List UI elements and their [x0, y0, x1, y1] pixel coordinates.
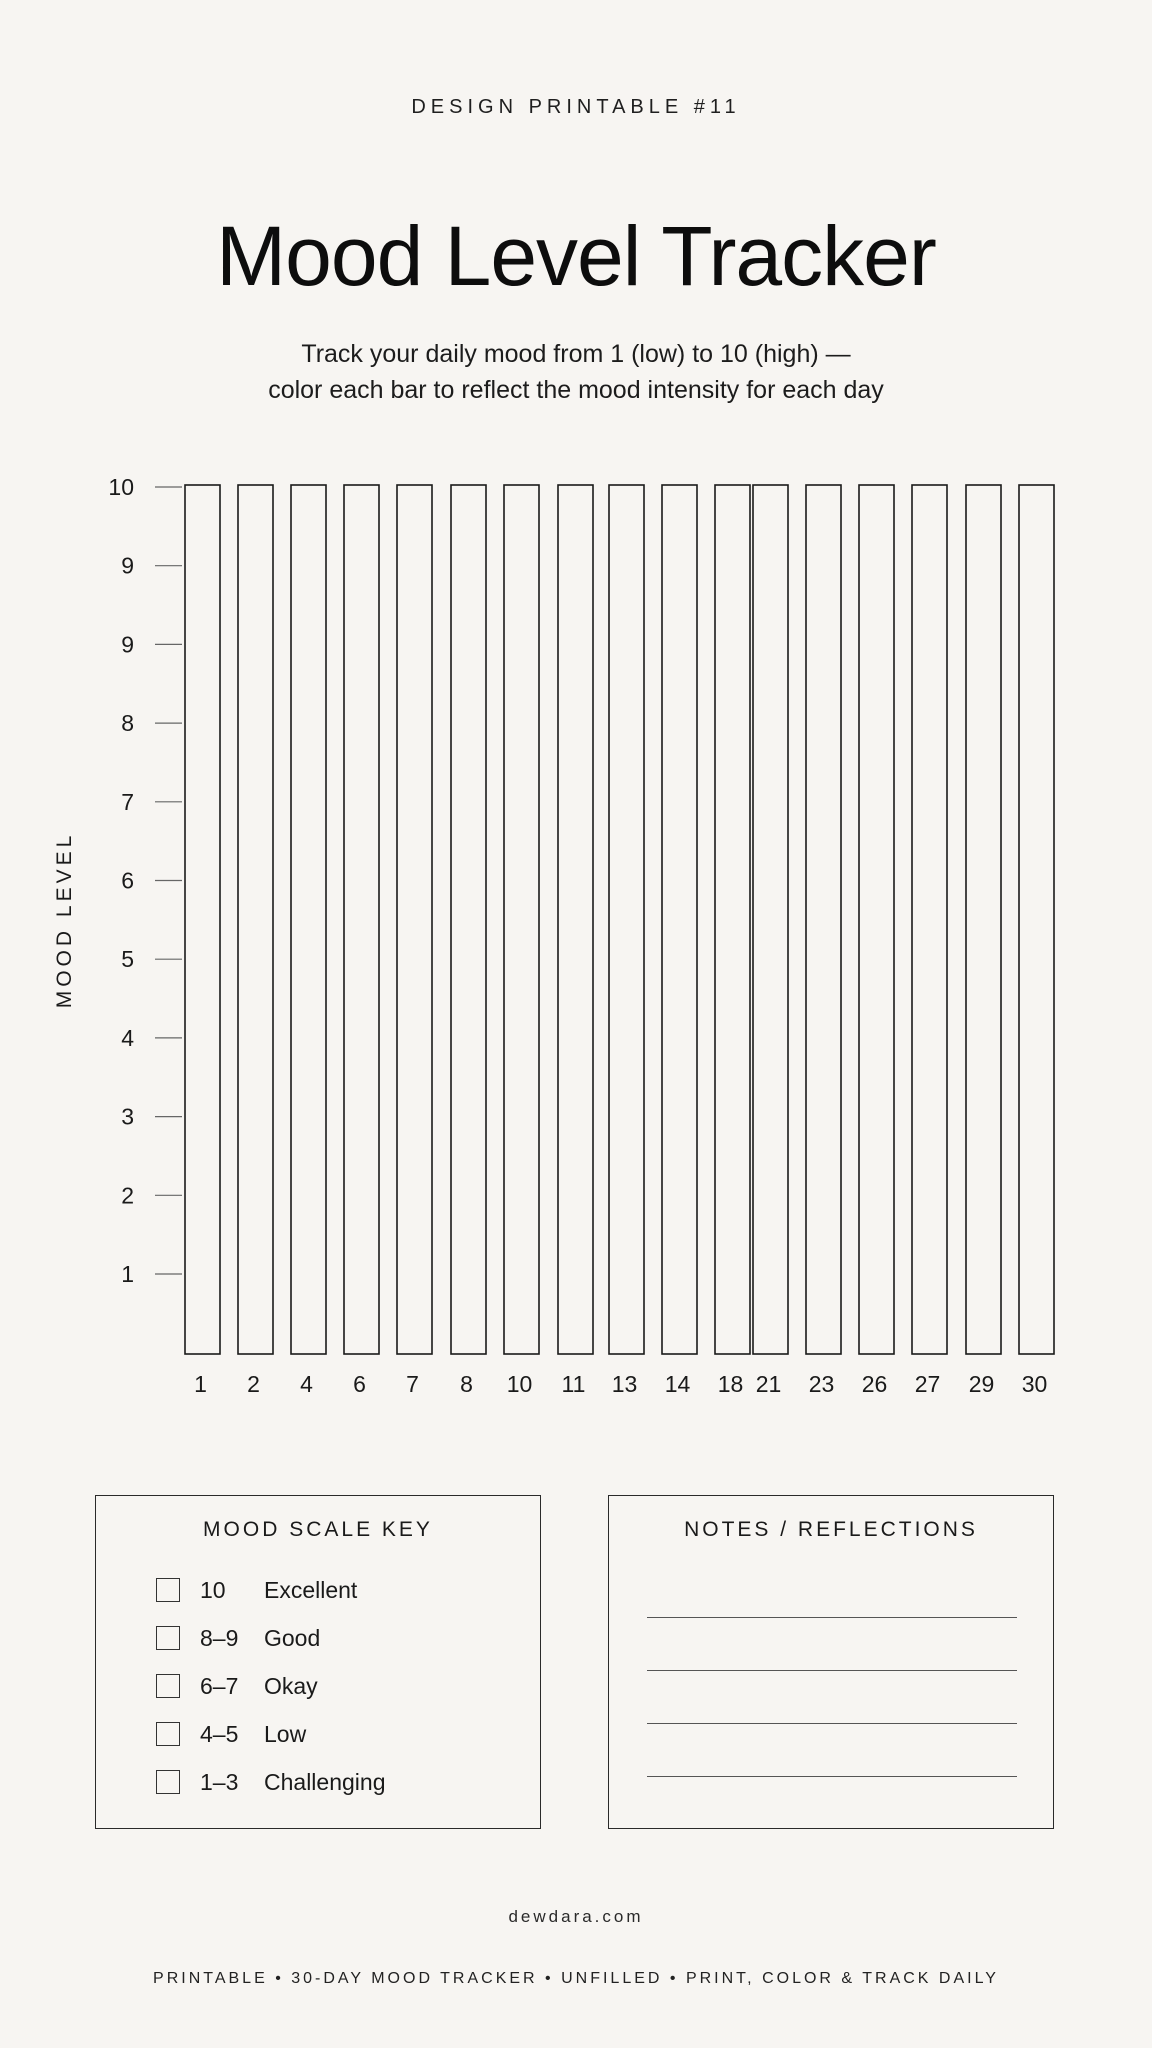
note-line[interactable] — [647, 1670, 1017, 1671]
mood-bar-chart — [0, 460, 1152, 1420]
mood-bar-day-30[interactable] — [1019, 485, 1054, 1354]
notes-title: NOTES / REFLECTIONS — [684, 1518, 978, 1541]
x-tick-label: 2 — [247, 1371, 260, 1397]
key-range: 4–5 — [200, 1720, 239, 1747]
x-tick-label: 30 — [1021, 1371, 1048, 1397]
key-title: MOOD SCALE KEY — [203, 1518, 433, 1541]
y-tick-label: 9 — [121, 631, 134, 658]
key-range: 8–9 — [200, 1624, 239, 1651]
key-item-challenging — [156, 1758, 385, 1806]
x-tick-label: 6 — [353, 1371, 366, 1397]
x-axis — [194, 1371, 1047, 1397]
y-tick-label: 3 — [121, 1103, 134, 1130]
subtitle-line-1: Track your daily mood from 1 (low) to 10 (high) — — [301, 340, 851, 368]
key-checkbox[interactable] — [156, 1722, 180, 1746]
footer-tagline: PRINTABLE • 30-DAY MOOD TRACKER • UNFILLED • PRINT, COLOR & TRACK DAILY — [153, 1970, 999, 1987]
notes-box — [608, 1495, 1054, 1829]
key-label: Good — [264, 1624, 321, 1651]
key-item-good — [156, 1614, 385, 1662]
note-line[interactable] — [647, 1723, 1017, 1724]
mood-bar-day-6[interactable] — [344, 485, 379, 1354]
mood-bar-day-2[interactable] — [238, 485, 273, 1354]
x-tick-label: 29 — [968, 1371, 995, 1397]
key-label: Excellent — [264, 1576, 358, 1603]
mood-bar-day-18[interactable] — [715, 485, 750, 1354]
y-tick-label: 2 — [121, 1182, 134, 1209]
mood-bar-day-26[interactable] — [859, 485, 894, 1354]
x-tick-label: 13 — [611, 1371, 638, 1397]
x-tick-label: 23 — [808, 1371, 835, 1397]
y-tick-label: 5 — [121, 946, 134, 973]
chart-bars — [185, 485, 1054, 1354]
key-range: 6–7 — [200, 1672, 239, 1699]
key-range: 10 — [200, 1576, 226, 1603]
y-tick-label: 10 — [108, 474, 134, 500]
subtitle — [0, 336, 1152, 408]
y-tick-label: 1 — [121, 1261, 134, 1287]
x-tick-label: 8 — [460, 1371, 473, 1397]
x-tick-label: 11 — [561, 1371, 586, 1397]
y-tick-label: 4 — [121, 1024, 134, 1051]
key-checkbox[interactable] — [156, 1626, 180, 1650]
eyebrow-label: DESIGN PRINTABLE #11 — [411, 96, 741, 118]
x-tick-label: 7 — [406, 1371, 419, 1397]
note-line[interactable] — [647, 1617, 1017, 1618]
mood-bar-day-7[interactable] — [397, 485, 432, 1354]
mood-bar-day-4[interactable] — [291, 485, 326, 1354]
key-label: Okay — [264, 1672, 318, 1699]
y-tick-label: 6 — [121, 867, 134, 894]
mood-bar-day-23[interactable] — [806, 485, 841, 1354]
mood-bar-day-10[interactable] — [504, 485, 539, 1354]
x-tick-label: 14 — [664, 1371, 691, 1397]
y-axis — [108, 474, 182, 1287]
key-checkbox[interactable] — [156, 1770, 180, 1794]
x-tick-label: 18 — [717, 1371, 744, 1397]
mood-bar-day-21[interactable] — [753, 485, 788, 1354]
key-list — [156, 1566, 385, 1806]
x-tick-label: 26 — [861, 1371, 888, 1397]
site-url: dewdara.com — [508, 1907, 644, 1926]
y-tick-label: 9 — [121, 552, 134, 579]
mood-bar-day-27[interactable] — [912, 485, 947, 1354]
mood-bar-day-11[interactable] — [558, 485, 593, 1354]
x-tick-label: 10 — [506, 1371, 533, 1397]
key-item-excellent — [156, 1566, 385, 1614]
x-tick-label: 1 — [194, 1371, 207, 1397]
key-range: 1–3 — [200, 1768, 239, 1795]
key-item-low — [156, 1710, 385, 1758]
y-axis-label: MOOD LEVEL — [53, 831, 76, 1009]
mood-bar-day-1[interactable] — [185, 485, 220, 1354]
key-item-okay — [156, 1662, 385, 1710]
key-label: Challenging — [264, 1768, 386, 1795]
y-tick-label: 8 — [121, 710, 134, 737]
mood-bar-day-29[interactable] — [966, 485, 1001, 1354]
key-checkbox[interactable] — [156, 1674, 180, 1698]
y-tick-label: 7 — [121, 788, 134, 815]
x-tick-label: 21 — [755, 1371, 782, 1397]
mood-bar-day-13[interactable] — [609, 485, 644, 1354]
mood-bar-day-14[interactable] — [662, 485, 697, 1354]
x-tick-label: 27 — [914, 1371, 941, 1397]
key-checkbox[interactable] — [156, 1578, 180, 1602]
mood-scale-key — [95, 1495, 541, 1829]
note-line[interactable] — [647, 1776, 1017, 1777]
x-tick-label: 4 — [300, 1371, 313, 1397]
key-label: Low — [264, 1720, 307, 1747]
subtitle-line-2: color each bar to reflect the mood intensity for each day — [268, 376, 884, 404]
page-title: Mood Level Tracker — [216, 209, 936, 303]
mood-bar-day-8[interactable] — [451, 485, 486, 1354]
